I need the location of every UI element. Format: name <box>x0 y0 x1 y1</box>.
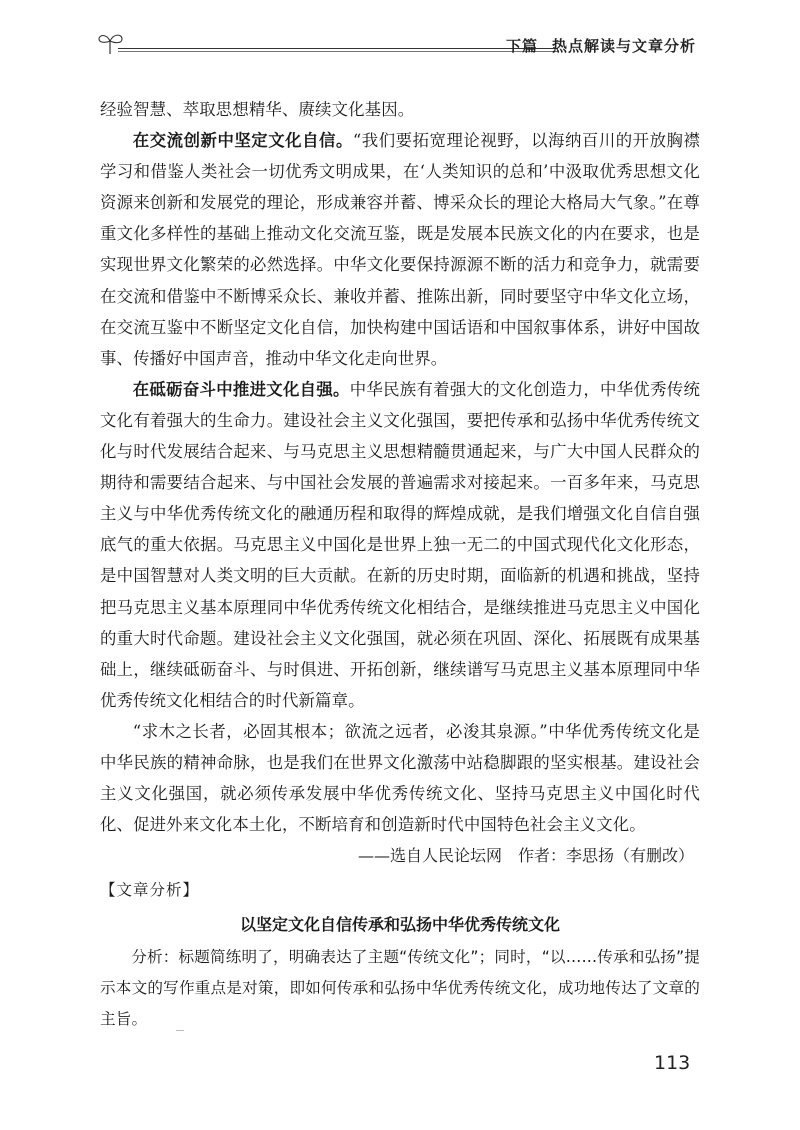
paragraph-conclusion: “求木之长者，必固其根本；欲流之远者，必浚其泉源。”中华优秀传统文化是中华民族的精神命脉，也是我们在世界文化激荡中站稳脚跟的坚实根基。建设社会主义文化强国，就必须传承发展中华优秀传统文化、坚持马克思主义中国化时代化、促进外来文化本土化，不断培育和创造新时代中国特色社会主义文化。 <box>100 721 700 835</box>
analysis-label: 【文章分析】 <box>100 881 200 900</box>
header-rule-thin <box>118 51 558 52</box>
paragraph-text: 中华民族有着强大的文化创造力，中华优秀传统文化有着强大的生命力。建设社会主义文化强国，要把传承和弘扬中华优秀传统文化与时代发展结合起来、与马克思主义思想精髓贯通起来，与广大中国人民群众的期待和需要结合起来、与中国社会发展的普遍需求对接起来。一百多年来，马克思主义与中华优秀传统文化的融通历程和取得的辉煌成就，是我们增强文化自信自强底气的重大依据。马克思主义中国化是世界上独一无二的中国式现代化文化形态，是中国智慧对人类文明的巨大贡献。在新的历史时期，面临新的机遇和挑战，坚持把马克思主义基本原理同中华优秀传统文化相结合，是继续推进马克思主义中国化的重大时代命题。建设社会主义文化强国，就必须在巩固、深化、拓展既有成果基础上，继续砥砺奋斗、与时俱进、开拓创新，继续谱写马克思主义基本原理同中华优秀传统文化相结合的时代新篇章。 <box>100 379 701 710</box>
page-mark <box>176 1030 184 1031</box>
paragraph-lead: 在砥砺奋斗中推进文化自强。 <box>132 379 350 399</box>
running-header <box>96 26 696 62</box>
paragraph-continued: 经验智慧、萃取思想精华、赓续文化基因。 <box>100 100 415 119</box>
paragraph-struggle <box>100 374 700 716</box>
paragraph-text: “我们要拓宽理论视野，以海纳百川的开放胸襟学习和借鉴人类社会一切优秀文明成果，在‘人类知识的总和’中汲取优秀思想文化资源来创新和发展党的理论，形成兼容并蓄、博采众长的理论大格局大气象。”在尊重文化多样性的基础上推动文化交流互鉴，既是发展本民族文化的内在要求，也是实现世界文化繁荣的必然选择。中华文化要保持源源不断的活力和竞争力，就需要在交流和借鉴中不断博采众长、兼收并蓄、推陈出新，同时要坚守中华文化立场，在交流互鉴中不断坚定文化自信，加快构建中国话语和中国叙事体系，讲好中国故事、传播好中国声音，推动中华文化走向世界。 <box>100 131 701 368</box>
source-attribution: ——选自人民论坛网 作者：李思扬（有删改） <box>357 846 694 866</box>
paragraph-exchange <box>100 125 700 374</box>
header-title: 热点解读与文章分析 <box>551 37 696 55</box>
header-text <box>506 35 696 56</box>
sprout-icon <box>96 30 124 56</box>
header-section: 下篇 <box>505 37 538 55</box>
header-rule <box>118 48 558 49</box>
analysis-text: 分析：标题简练明了，明确表达了主题“传统文化”；同时，“以……传承和弘扬”提示本文的写作重点是对策，即如何传承和弘扬中华优秀传统文化，成功地传达了文章的主旨。 <box>100 948 700 1029</box>
analysis-title: 以坚定文化自信传承和弘扬中华优秀传统文化 <box>239 915 560 935</box>
page-number: 113 <box>654 1052 691 1074</box>
paragraph-lead: 在交流创新中坚定文化自信。 <box>132 131 353 151</box>
article-body <box>100 94 700 1035</box>
